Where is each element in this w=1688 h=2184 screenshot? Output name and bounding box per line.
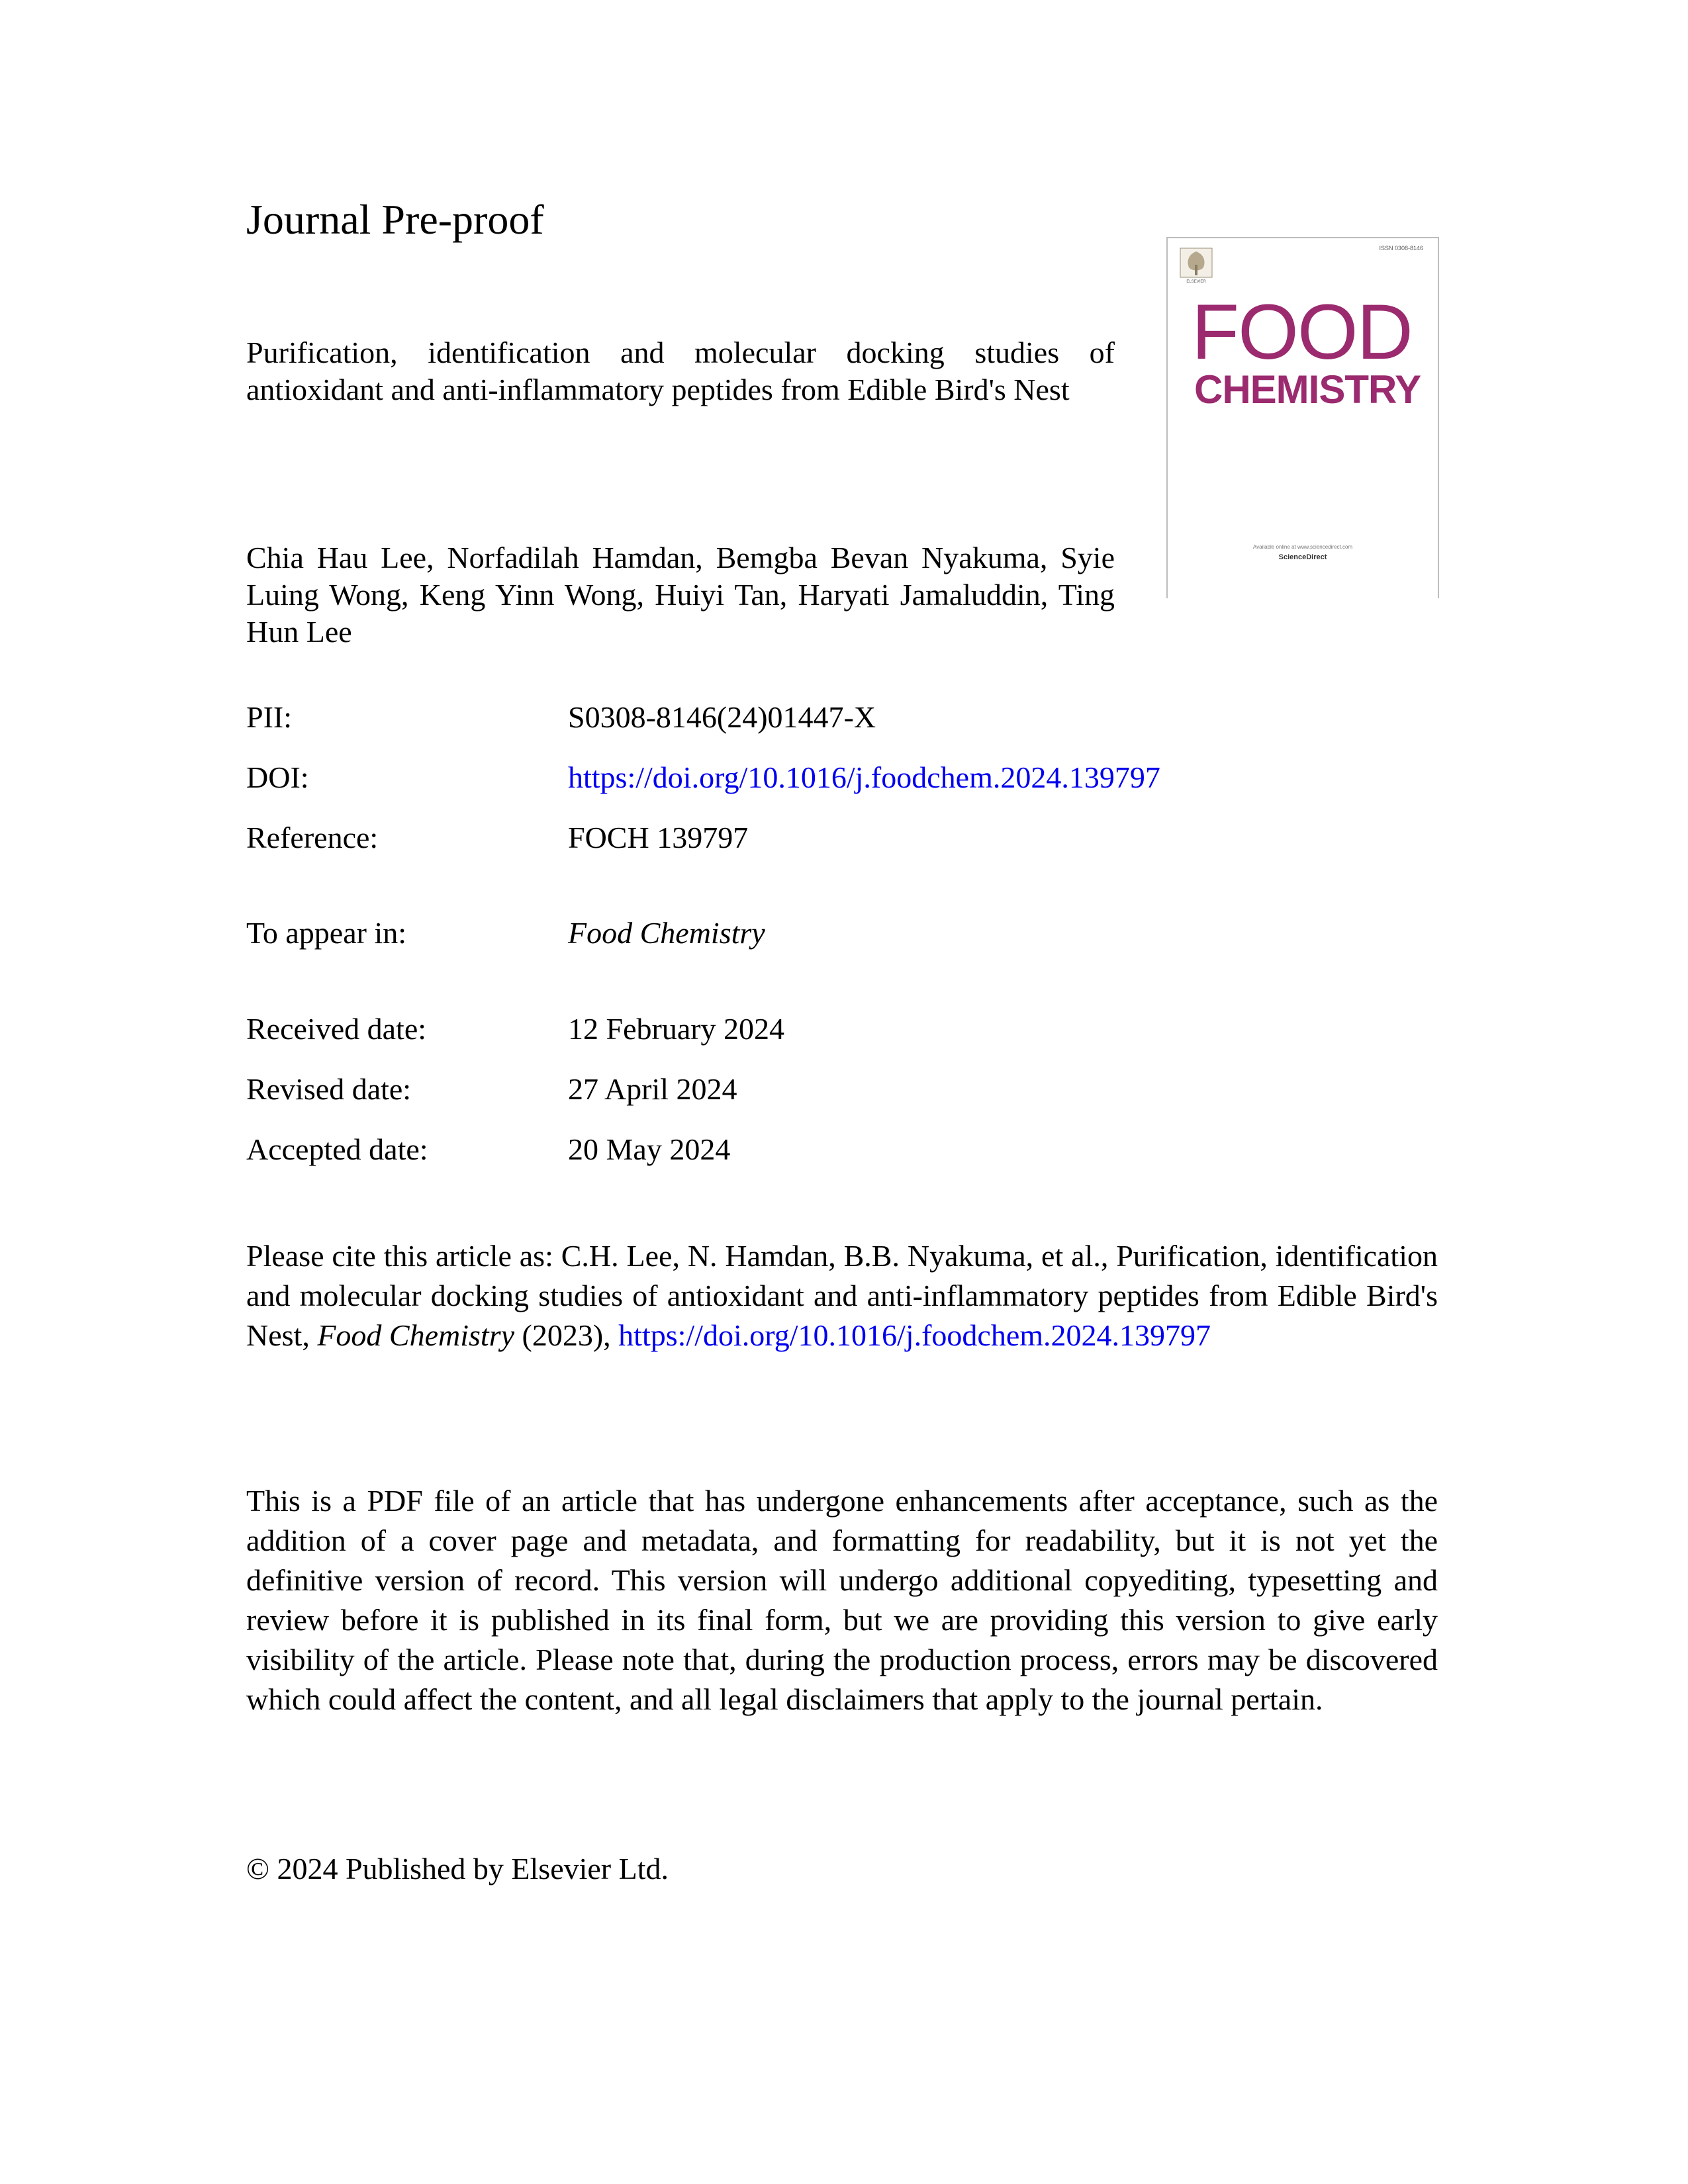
citation-doi-link[interactable]: https://doi.org/10.1016/j.foodchem.2024.139797 (618, 1318, 1211, 1352)
preproof-notice: This is a PDF file of an article that has undergone enhancements after acceptance, such as the addition of a cover page and metadata, and formatting for readability, but it is not yet the definitive version of record. This version will undergo additional copyediting, typesetting and review before it is published in its final form, but we are providing this version to give early visibility of the article. Please note that, during the production process, errors may be discovered which could affect the content, and all legal disclaimers that apply to the journal pertain. (246, 1484, 1438, 1716)
doi-label: DOI: (246, 760, 309, 794)
citation-paragraph (246, 1236, 1438, 1355)
accepted-date-value: 20 May 2024 (568, 1132, 731, 1166)
reference-label: Reference: (246, 821, 379, 854)
revised-date-value: 27 April 2024 (568, 1072, 737, 1106)
cover-title-food: FOOD (1192, 289, 1412, 376)
revised-date-label: Revised date: (246, 1072, 412, 1106)
reference-value: FOCH 139797 (568, 821, 749, 854)
article-title: Purification, identification and molecular docking studies of antioxidant and anti-inflammatory peptides from Edible Bird's Nest (246, 336, 1115, 406)
journal-pre-proof-label: Journal Pre-proof (246, 196, 544, 243)
pii-label: PII: (246, 700, 292, 734)
cover-title-chemistry: CHEMISTRY (1194, 367, 1421, 412)
cover-sciencedirect: ScienceDirect (1278, 553, 1327, 561)
citation-year: (2023), (514, 1318, 619, 1352)
citation-text: Please cite this article as: C.H. Lee, N. Hamdan, B.B. Nyakuma, et al., Purification, identification and molecular docking studies of antioxidant and anti-inflammatory peptides from Edible Bird's Nest, (246, 1239, 1438, 1352)
pii-value: S0308-8146(24)01447-X (568, 700, 876, 734)
journal-cover (1166, 237, 1439, 598)
citation-journal: Food Chemistry (317, 1318, 515, 1352)
copyright-notice: © 2024 Published by Elsevier Ltd. (246, 1852, 669, 1886)
to-appear-in-label: To appear in: (246, 916, 407, 950)
elsevier-logo (1180, 248, 1213, 285)
to-appear-in-value: Food Chemistry (568, 916, 765, 950)
accepted-date-label: Accepted date: (246, 1132, 428, 1166)
cover-issn: ISSN 0308-8146 (1379, 245, 1423, 251)
received-date-value: 12 February 2024 (568, 1012, 785, 1046)
cover-available-online: Available online at www.sciencedirect.com (1252, 544, 1353, 550)
cover-publisher: ELSEVIER (1186, 280, 1206, 284)
received-date-label: Received date: (246, 1012, 427, 1046)
doi-link[interactable]: https://doi.org/10.1016/j.foodchem.2024.139797 (568, 760, 1160, 794)
article-authors: Chia Hau Lee, Norfadilah Hamdan, Bemgba Bevan Nyakuma, Syie Luing Wong, Keng Yinn Wong, Huiyi Tan, Haryati Jamaluddin, Ting Hun Lee (246, 541, 1115, 649)
